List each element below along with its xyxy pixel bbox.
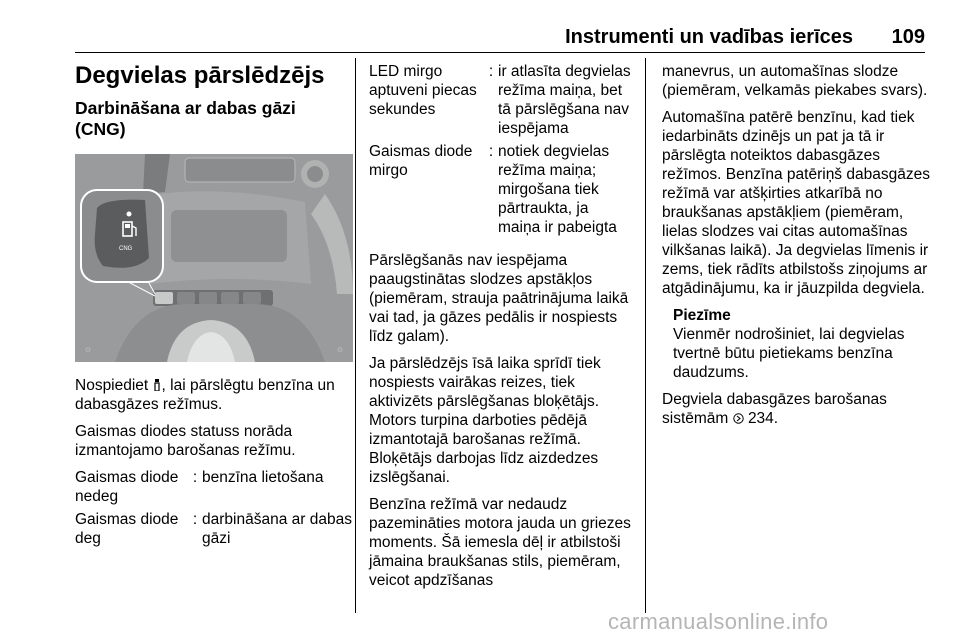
note-text: Vienmēr nodrošiniet, lai degvielas tvertnē būtu pietiekams benzīna daudzums. [673, 326, 905, 381]
page-header [75, 22, 925, 53]
paragraph: Ja pārslēdzējs īsā laika sprīdī tiek nospiests vairākas reizes, tiek aktivizēts pārslēgšanas bloķētājs. Motors turpina darboties pēdējā izmantotajā barošanas režīmā. Bloķētājs darbojas līdz aizdedzes izslēgšanai. [369, 355, 601, 486]
paragraph: Automašīna patērē benzīnu, kad tiek iedarbināts dzinējs un pat ja tā ir pārslēgta noteiktos dabasgāzes režīmos. Benzīna patēriņš dabasgāzes režīmā var atšķirties atkarībā no braukšanas apstākļiem (piemēram, lielas slodzes vai citas automašīnas vilkšanas laikā). Ja degvielas līmenis ir zems, tiek rādīts atbilstošs ziņojums ar atgādinājumu, ka ir jāuzpilda degviela. [662, 109, 930, 297]
definition-row [369, 62, 632, 138]
definition-separator: : [192, 511, 198, 528]
definition-row [369, 142, 632, 237]
definition-row [75, 510, 355, 548]
paragraph: Pārslēgšanās nav iespējama paaugstinātas slodzes apstākļos (piemēram, strauja paātrinājuma laikā vai tad, ja gāzes pedālis ir nospiests līdz galam). [369, 252, 629, 345]
fuel-switch-icon [154, 379, 161, 391]
definition-separator: : [488, 143, 494, 160]
column-1 [75, 62, 355, 552]
definition-term: Gaismas diode deg [75, 511, 179, 547]
page-number: 109 [891, 26, 925, 48]
paragraph: Nospiediet , lai pārslēgtu benzīna un dabasgāzes režīmus. [75, 377, 335, 413]
svg-text:⊙: ⊙ [337, 347, 343, 354]
definition-separator: : [488, 63, 494, 80]
section-subheading: Darbināšana ar dabas gāzi (CNG) [75, 98, 296, 139]
definition-description: darbināšana ar dabas gāzi [202, 511, 352, 547]
definition-term: Gaismas diode nedeg [75, 469, 179, 505]
cng-button-label: CNG [119, 246, 133, 252]
paragraph: manevrus, un automašīnas slodze (piemēram, velkamās piekabes svars). [662, 63, 928, 99]
page-reference-link[interactable]: 234. [747, 410, 779, 427]
page-header-title: Instrumenti un vadības ierīces [565, 26, 853, 48]
definition-row [75, 468, 355, 506]
section-heading: Degvielas pārslēdzējs [75, 62, 325, 89]
column-divider [355, 58, 356, 613]
svg-text:⊙: ⊙ [85, 347, 91, 354]
watermark: carmanualsonline.info [608, 609, 829, 634]
page-ref-arrow-icon [733, 413, 744, 424]
definition-term: Gaismas diode mirgo [369, 143, 473, 179]
column-divider [645, 58, 646, 613]
column-3 [662, 62, 930, 436]
column-2 [369, 62, 632, 598]
paragraph: Degviela dabasgāzes barošanas sistēmām 234. [662, 391, 887, 427]
definition-term: LED mirgo aptuveni piecas sekundes [369, 63, 477, 118]
definition-separator: : [192, 469, 198, 486]
definition-description: notiek degvielas režīma maiņa; mirgošana tiek pārtraukta, ja maiņa ir pabeigta [498, 143, 617, 236]
definition-description: ir atlasīta degvielas režīma maiņa, bet tā pārslēgšana nav iespējama [498, 63, 631, 137]
paragraph: Benzīna režīmā var nedaudz pazemināties motora jauda un griezes moments. Šā iemesla dēļ ir atbilstoši jāmaina braukšanas stils, piemēram, veicot apdzīšanas [369, 496, 631, 589]
cng-switch-figure [75, 154, 353, 362]
dashboard-illustration [75, 154, 353, 362]
definition-description: benzīna lietošana [202, 469, 324, 486]
note-box [662, 306, 930, 382]
note-title: Piezīme [673, 307, 731, 324]
paragraph: Gaismas diodes statuss norāda izmantojamo barošanas režīmu. [75, 423, 296, 459]
